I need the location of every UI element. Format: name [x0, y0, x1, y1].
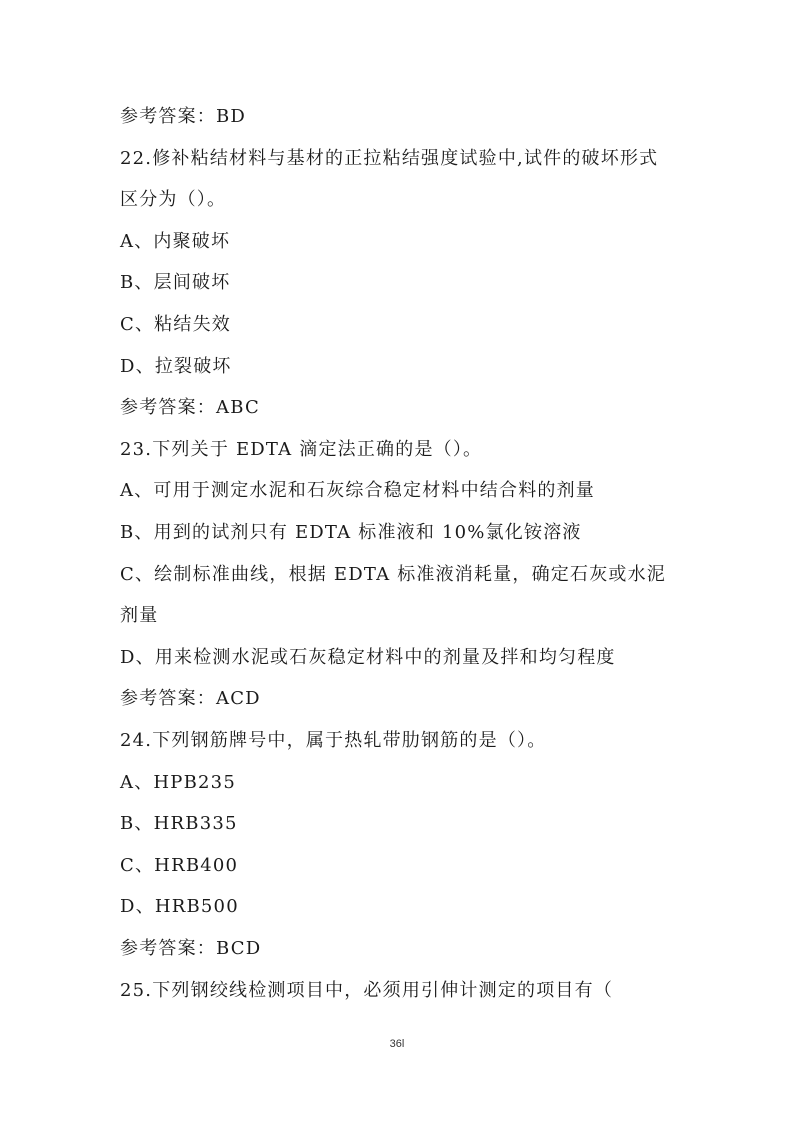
question-22-line-2: 区分为（）。 [120, 189, 227, 210]
option-24-d: D、HRB500 [120, 896, 239, 917]
answer-q23: 参考答案：ACD [120, 688, 261, 709]
option-22-a: A、内聚破坏 [120, 231, 231, 252]
question-25: 25.下列钢绞线检测项目中，必须用引伸计测定的项目有（ [120, 980, 614, 1001]
answer-q22: 参考答案：ABC [120, 397, 260, 418]
option-24-b: B、HRB335 [120, 813, 238, 834]
option-22-c: C、粘结失效 [120, 314, 231, 335]
option-24-a: A、HPB235 [120, 772, 236, 793]
option-23-c-line-2: 剂量 [120, 605, 159, 626]
option-22-b: B、层间破坏 [120, 272, 231, 293]
option-23-c-line-1: C、绘制标准曲线，根据 EDTA 标准液消耗量，确定石灰或水泥 [120, 564, 667, 585]
question-24: 24.下列钢筋牌号中，属于热轧带肋钢筋的是（）。 [120, 730, 547, 751]
page-number: 36l [389, 1038, 405, 1050]
option-23-d: D、用来检测水泥或石灰稳定材料中的剂量及拌和均匀程度 [120, 647, 616, 668]
option-23-a: A、可用于测定水泥和石灰综合稳定材料中结合料的剂量 [120, 480, 595, 501]
question-23: 23.下列关于 EDTA 滴定法正确的是（）。 [120, 439, 483, 460]
answer-q24: 参考答案：BCD [120, 938, 262, 959]
answer-q21: 参考答案：BD [120, 106, 247, 127]
option-24-c: C、HRB400 [120, 855, 239, 876]
question-22-line-1: 22.修补粘结材料与基材的正拉粘结强度试验中,试件的破坏形式 [120, 148, 659, 169]
option-22-d: D、拉裂破坏 [120, 356, 232, 377]
option-23-b: B、用到的试剂只有 EDTA 标准液和 10%氯化铵溶液 [120, 522, 582, 543]
